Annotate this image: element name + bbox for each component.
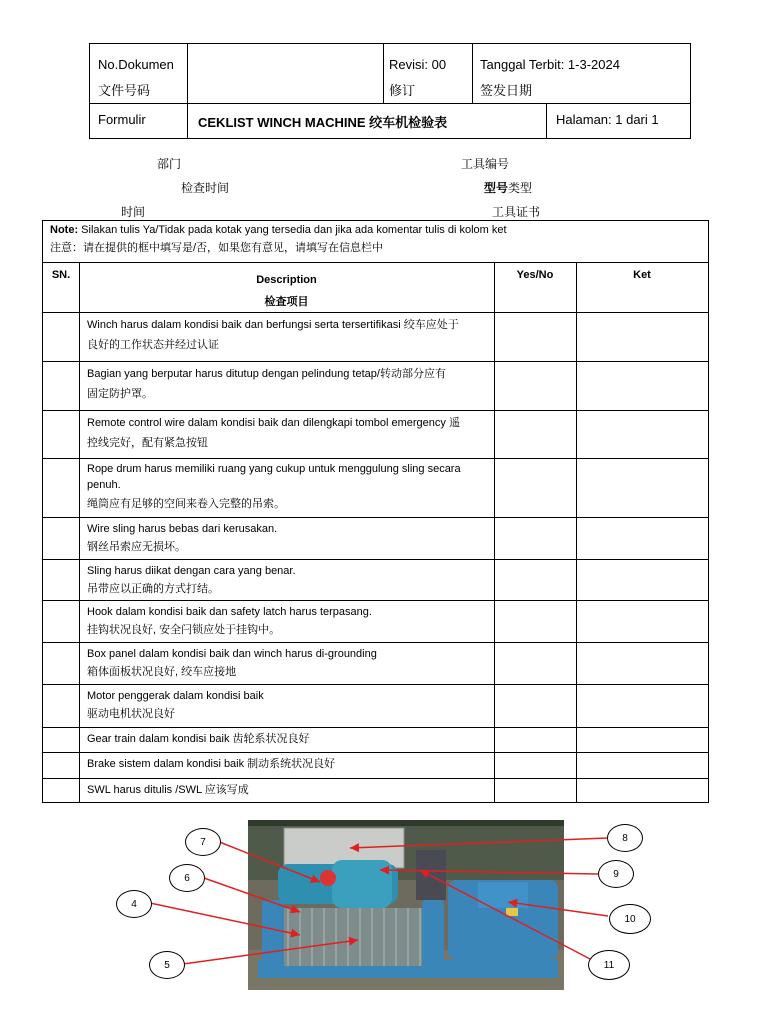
form-title — [198, 112, 447, 131]
note-label: Note: — [50, 224, 79, 236]
doc-number-value[interactable] — [194, 52, 374, 96]
col-ket: Ket — [633, 269, 651, 281]
revision-label-cn: 修订 — [389, 83, 416, 98]
item-description — [87, 562, 492, 598]
table-row — [43, 559, 708, 600]
col-sn: SN. — [51, 269, 71, 281]
callout-5: 5 — [149, 951, 185, 979]
form-title-cn: 绞车机检验表 — [369, 115, 448, 130]
item-text-id: Hook dalam kondisi baik dan safety latch harus terpasang. — [87, 606, 372, 618]
item-description — [87, 780, 492, 800]
item-text-cn: 驱动电机状况良好 — [87, 708, 175, 720]
table-row — [43, 517, 708, 559]
inspection-time-label: 检查时间 — [181, 181, 230, 195]
item-description — [87, 520, 492, 556]
item-text-id: Remote control wire dalam kondisi baik dan dilengkapi tombol emergency 遥 — [87, 417, 460, 429]
form-title-en: CEKLIST WINCH MACHINE — [198, 115, 366, 130]
revision-label: Revisi: 00 — [389, 57, 447, 72]
item-description — [87, 687, 492, 723]
item-text-cn: 钢丝吊索应无损坏。 — [87, 541, 186, 553]
item-text-id: Rope drum harus memiliki ruang yang cukup untuk menggulung sling secara penuh. — [87, 463, 461, 491]
item-text-cn: 吊带应以正确的方式打结。 — [87, 583, 219, 595]
time-label: 时间 — [121, 205, 146, 219]
page-number: Halaman: 1 dari 1 — [556, 112, 659, 127]
type-label: 类型 — [508, 181, 533, 195]
item-description — [87, 645, 492, 681]
department-label: 部门 — [157, 157, 182, 171]
table-row — [43, 752, 708, 778]
table-row — [43, 600, 708, 642]
item-text-cn: 箱体面板状况良好, 绞车应接地 — [87, 666, 237, 678]
tool-number-label: 工具编号 — [461, 157, 510, 171]
callout-arrows — [0, 810, 768, 1024]
callout-11: 11 — [588, 950, 630, 980]
table-row — [43, 727, 708, 752]
item-description — [87, 603, 492, 639]
note-text-cn: 注意：请在提供的框中填写是/否，如果您有意见，请填写在信息栏中 — [50, 242, 384, 254]
item-text-cn: 挂钩状况良好, 安全闩锁应处于挂钩中。 — [87, 624, 281, 636]
callout-10: 10 — [609, 904, 651, 934]
model-type-label — [484, 179, 532, 196]
col-yes-no: Yes/No — [516, 269, 554, 281]
item-description — [87, 315, 492, 355]
issue-date-label-cn: 签发日期 — [480, 83, 533, 98]
table-row — [43, 642, 708, 684]
item-description — [87, 754, 492, 774]
item-text-id: Brake sistem dalam kondisi baik 制动系统状况良好 — [87, 758, 336, 770]
table-row — [43, 458, 708, 517]
item-text-id: Gear train dalam kondisi baik 齿轮系状况良好 — [87, 733, 310, 745]
item-text-id: Bagian yang berputar harus ditutup dengan pelindung tetap/转动部分应有 — [87, 368, 446, 380]
item-description — [87, 729, 492, 749]
callout-9: 9 — [598, 860, 634, 888]
document-header-table — [89, 43, 691, 139]
table-row — [43, 684, 708, 727]
tool-certificate-label: 工具证书 — [492, 205, 541, 219]
table-row — [43, 361, 708, 410]
item-text-id: Sling harus diikat dengan cara yang benar. — [87, 565, 296, 577]
item-text-id: Motor penggerak dalam kondisi baik — [87, 690, 264, 702]
doc-number-label: No.Dokumen — [98, 57, 174, 72]
table-row — [43, 312, 708, 361]
doc-number-label-cn: 文件号码 — [98, 83, 151, 98]
item-text-id: SWL harus ditulis /SWL 应该写成 — [87, 784, 249, 796]
callout-4: 4 — [116, 890, 152, 918]
item-description — [87, 364, 492, 404]
table-row — [43, 410, 708, 458]
form-label: Formulir — [98, 112, 146, 127]
item-text-cn: 良好的工作状态并经过认证 — [87, 339, 219, 351]
note-text: Silakan tulis Ya/Tidak pada kotak yang tersedia dan jika ada komentar tulis di kolom ket — [78, 224, 507, 236]
item-text-id: Box panel dalam kondisi baik dan winch harus di-grounding — [87, 648, 377, 660]
col-description — [79, 269, 494, 313]
col-description-cn: 检查项目 — [264, 296, 309, 308]
callout-6: 6 — [169, 864, 205, 892]
column-header-row — [43, 262, 708, 312]
item-text-cn: 固定防护罩。 — [87, 388, 153, 400]
table-row — [43, 778, 708, 803]
item-text-cn: 控线完好，配有紧急按钮 — [87, 437, 208, 449]
col-description-en: Description — [256, 274, 317, 286]
callout-7: 7 — [185, 828, 221, 856]
item-text-cn: 绳筒应有足够的空间来卷入完整的吊索。 — [87, 498, 285, 510]
callout-8: 8 — [607, 824, 643, 852]
model-label: 型号 — [484, 181, 509, 195]
item-text-id: Winch harus dalam kondisi baik dan berfungsi serta tersertifikasi 绞车应处于 — [87, 319, 459, 331]
note-block — [50, 221, 507, 257]
item-text-id: Wire sling harus bebas dari kerusakan. — [87, 523, 278, 535]
issue-date-label: Tanggal Terbit: 1-3-2024 — [480, 57, 620, 72]
item-description — [87, 413, 492, 453]
item-description — [87, 461, 492, 515]
checklist-table — [42, 220, 709, 803]
